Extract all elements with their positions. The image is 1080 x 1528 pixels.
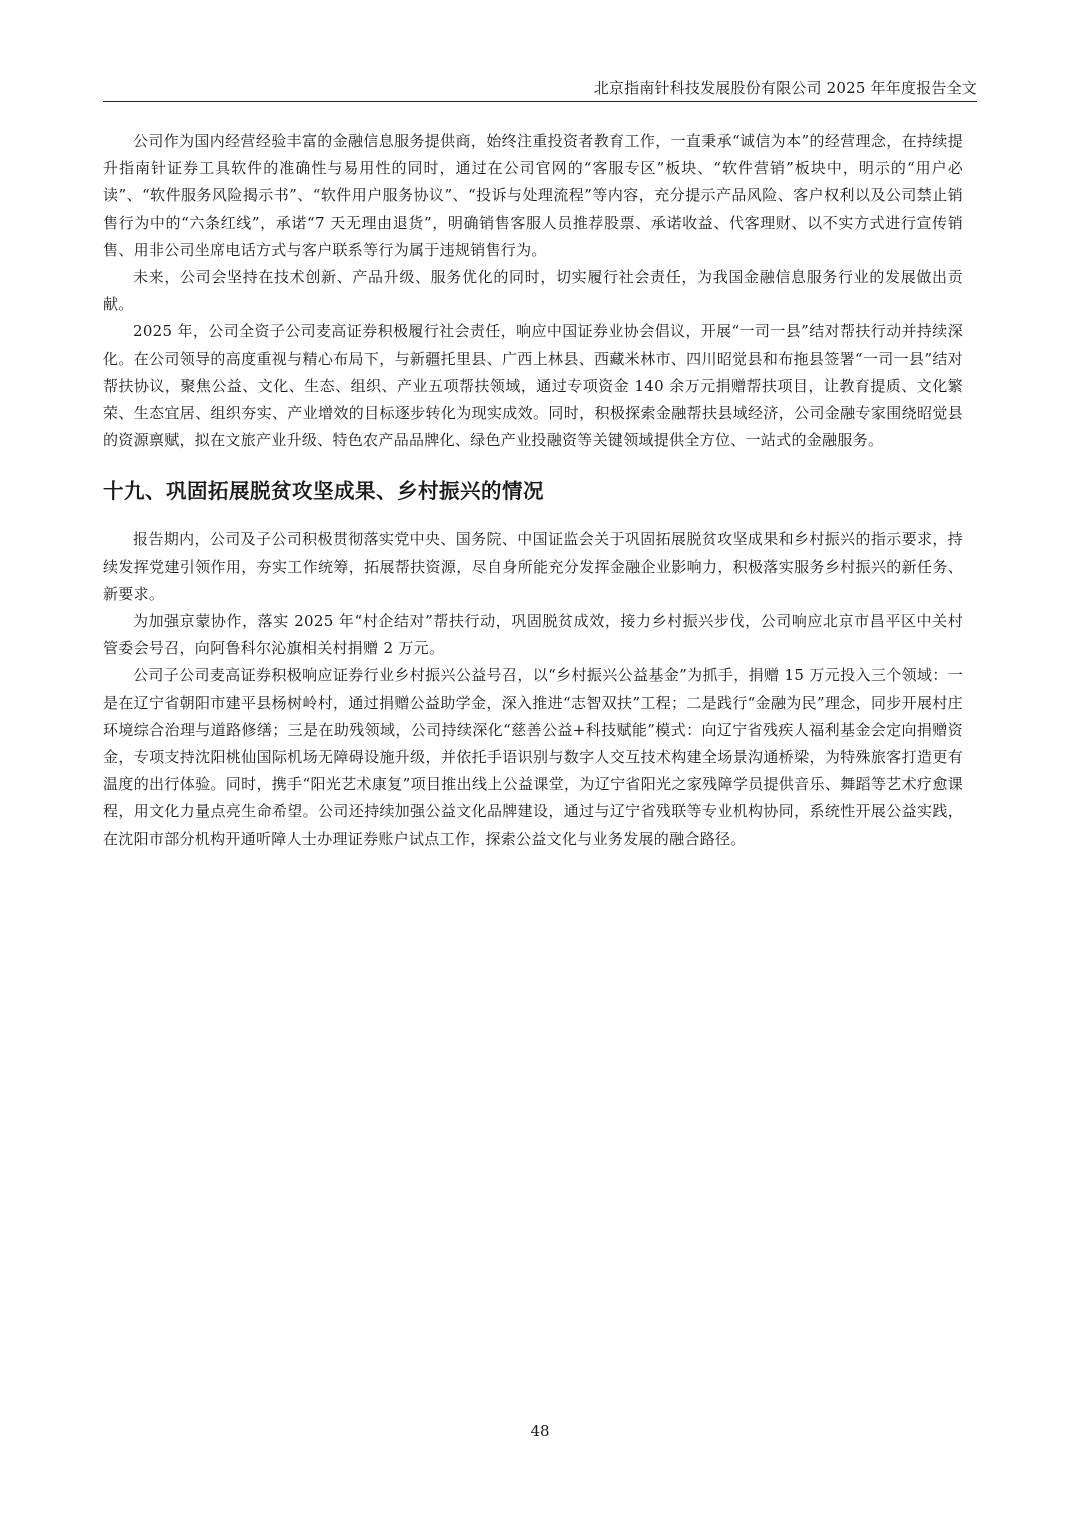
section-heading: 十九、巩固拓展脱贫攻坚成果、乡村振兴的情况 [103,479,544,504]
paragraph-rural-revitalization-fund: 公司子公司麦高证券积极响应证券行业乡村振兴公益号召，以“乡村振兴公益基金”为抓手，捐赠 15 万元投入三个领域：一是在辽宁省朝阳市建平县杨树岭村，通过捐赠公益助学金，深入推进“志智双扶”工程；二是践行“金融为民”理念，同步开展村庄环境综合治理与道路修缮；三是在助残领域，公司持续深化“慈善公益+科技赋能”模式：向辽宁省残疾人福利基金会定向捐赠资金，专项支持沈阳桃仙国际机场无障碍设施升级，并依托手语识别与数字人交互技术构建全场景沟通桥梁，为特殊旅客打造更有温度的出行体验。同时，携手“阳光艺术康复”项目推出线上公益课堂，为辽宁省阳光之家残障学员提供音乐、舞蹈等艺术疗愈课程，用文化力量点亮生命希望。公司还持续加强公益文化品牌建设，通过与辽宁省残联等专业机构协同，系统性开展公益实践，在沈阳市部分机构开通听障人士办理证券账户试点工作，探索公益文化与业务发展的融合路径。 [103,666,963,848]
paragraph-one-company-one-county: 2025 年，公司全资子公司麦高证券积极履行社会责任，响应中国证券业协会倡议，开展“一司一县”结对帮扶行动并持续深化。在公司领导的高度重视与精心布局下，与新疆托里县、广西上林县、西藏米林市、四川昭觉县和布拖县签署“一司一县”结对帮扶协议，聚焦公益、文化、生态、组织、产业五项帮扶领域，通过专项资金 140 余万元捐赠帮扶项目，让教育提质、文化繁荣、生态宜居、组织夯实、产业增效的目标逐步转化为现实成效。同时，积极探索金融帮扶县域经济，公司金融专家围绕昭觉县的资源禀赋，拟在文旅产业升级、特色农产品品牌化、绿色产业投融资等关键领域提供全方位、一站式的金融服务。 [103,322,963,450]
paragraph-reporting-period: 报告期内，公司及子公司积极贯彻落实党中央、国务院、中国证监会关于巩固拓展脱贫攻坚成果和乡村振兴的指示要求，持续发挥党建引领作用，夯实工作统筹，拓展帮扶资源，尽自身所能充分发挥金融企业影响力，积极落实服务乡村振兴的新任务、新要求。 [103,530,963,603]
document-body [103,128,963,853]
paragraph-investor-education: 公司作为国内经营经验丰富的金融信息服务提供商，始终注重投资者教育工作，一直秉承“诚信为本”的经营理念，在持续提升指南针证券工具软件的准确性与易用性的同时，通过在公司官网的“客服专区”板块、“软件营销”板块中，明示的“用户必读”、“软件服务风险揭示书”、“软件用户服务协议”、“投诉与处理流程”等内容，充分提示产品风险、客户权利以及公司禁止销售行为中的“六条红线”，承诺“7 天无理由退货”，明确销售客服人员推荐股票、承诺收益、代客理财、以不实方式进行宣传销售、用非公司坐席电话方式与客户联系等行为属于违规销售行为。 [103,132,963,259]
paragraph-future-commitment: 未来，公司会坚持在技术创新、产品升级、服务优化的同时，切实履行社会责任，为我国金融信息服务行业的发展做出贡献。 [103,268,963,314]
paragraph-beijing-inner-mongolia: 为加强京蒙协作，落实 2025 年“村企结对”帮扶行动，巩固脱贫成效，接力乡村振兴步伐，公司响应北京市昌平区中关村管委会号召，向阿鲁科尔沁旗相关村捐赠 2 万元。 [103,612,963,658]
running-header: 北京指南针科技发展股份有限公司 2025 年年度报告全文 [593,79,977,97]
page-number: 48 [530,1422,550,1440]
header-divider [103,101,977,102]
